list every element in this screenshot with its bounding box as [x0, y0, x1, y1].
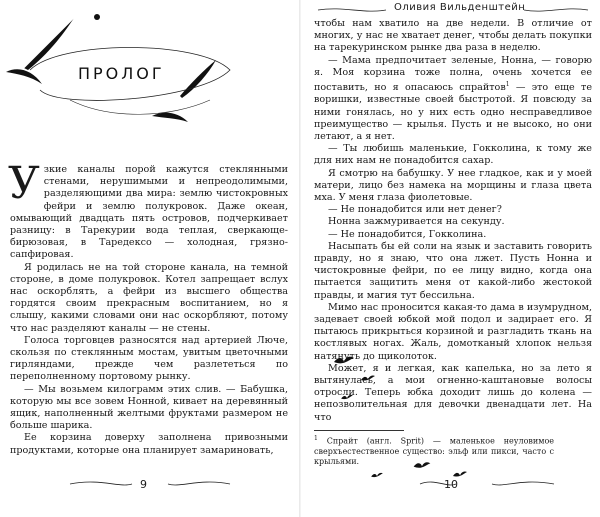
paragraph: — Мы возьмем килограмм этих слив. — Бабушка, которую мы все зовем Нонной, кивает на деревянный ящик, наполненный желтыми фруктами размером не больше шарика.: [10, 383, 288, 432]
bird-icon: [412, 458, 432, 472]
paragraph: Ее корзина доверху заполнена привозными продуктами, которые она планирует замариновать,: [10, 432, 288, 456]
footnote-marker: 1: [505, 81, 510, 89]
paragraph: Мимо нас проносится какая-то дама в изумрудном, задевает своей юбкой мой подол и задирает его. Я пытаюсь прикрыться корзиной и разгладить ткань на костлявых ногах. Жаль, домотканый хлопок нельзя натянуть до щиколоток.: [314, 301, 592, 362]
bird-icon: [340, 392, 354, 402]
paragraph: Голоса торговцев разносятся над артерией Люче, скользя по стеклянным мостам, увитым цветочными гирляндами, прежде чем разлететься по переполненному портовому рынку.: [10, 334, 288, 383]
paragraph: — Не понадобится, Гокколина.: [328, 228, 487, 240]
bird-icon: [360, 372, 376, 384]
page-number: 9: [140, 478, 147, 491]
bird-icon: [332, 352, 356, 368]
author-name: Оливия Вильденштейн: [394, 2, 526, 13]
paragraph: Узкие каналы порой кажутся стеклянными стенами, нерушимыми и непреодолимыми, разделяющими два мира: землю чистокровных фейри и землю полукровок. Даже океан, омывающий двадцать пять островов, подчеркивает разницу: в Тарекурии вода теплая, сверкающе-бирюзовая, в Таредексо — холодная, грязно-сапфировая.: [8, 158, 288, 261]
footnote-divider: [314, 430, 404, 431]
paragraph: Насыпать бы ей соли на язык и заставить говорить правду, но я знаю, что она лжет. Пусть Нонна и чистокровные фейри, по ее лицу видно, когда она пытается защитить меня от какой-либо жестокой правды, и магия тут бессильна.: [314, 240, 592, 301]
paragraph: Может, я и легкая, как капелька, но за лето я вытянулась, а мои огненно-каштановые волосы отросли. Теперь юбка доходит лишь до колена — непозволительная для девочки двенадцати лет. На что: [314, 362, 592, 423]
paragraph: чтобы нам хватило на две недели. В отличие от многих, у нас не хватает денег, чтобы делать покупки на тарекуринском рынке два раза в неделю.: [314, 18, 592, 54]
paragraph: — Не понадобится или нет денег?: [328, 204, 502, 216]
page-number: 10: [444, 478, 458, 491]
paragraph: Я родилась не на той стороне канала, на темной стороне, в доме полукровок. Котел запрещает вслух нас оскорблять, а фейри из высшего общества гордятся своим прекрасным воспитанием, но я слышу, какими словами они нас оскорбляют, потому что нас разделяют каналы — не стены.: [10, 261, 288, 334]
footnote: $^1$ Спрайт (англ. Sprit) — маленькое неуловимое сверхъестественное существо: эльф или пикси, часто с крыльями.: [314, 435, 554, 466]
paragraph: Я смотрю на бабушку. У нее гладкое, как и у моей матери, лицо без намека на морщины и глаза цвета мха. У меня глаза фиолетовые.: [314, 167, 592, 204]
paragraph: Нонна зажмуривается на секунду.: [328, 216, 505, 228]
drop-cap: У: [8, 158, 40, 209]
chapter-title: ПРОЛОГ: [78, 64, 165, 83]
running-header: [314, 2, 592, 16]
paragraph: — Мама предпочитает зеленые, Нонна, — говорю я. Моя корзина тоже полна, очень хочется ее поставить, но я опасаюсь спрайтов$^1$ — это еще те воришки, известные своей быстротой. Я повсюду за ними гонялась, но у них есть одно несправедливое преимущество — крылья. Пусть и не высоко, но они летают, а я нет.: [314, 54, 592, 143]
left-body-text: [8, 158, 288, 457]
folio-ornament: [60, 474, 240, 494]
paragraph: — Ты любишь маленькие, Гокколина, к тому же для них нам не понадобится сахар.: [314, 143, 592, 167]
right-page: [300, 0, 600, 517]
